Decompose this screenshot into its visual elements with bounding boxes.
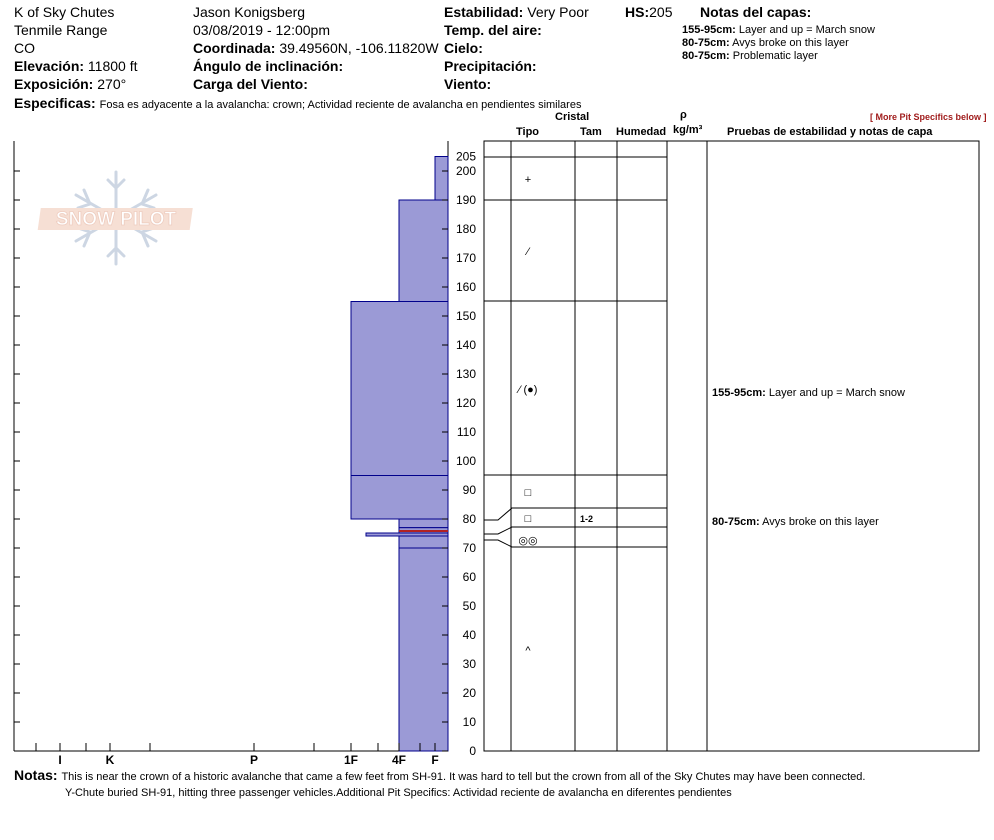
specifics-text: Fosa es adyacente a la avalancha: crown; Actividad reciente de avalancha en pendientes similares <box>99 99 582 111</box>
depth-label: 60 <box>462 570 476 584</box>
size-header: Tam <box>580 126 602 138</box>
hardness-axis <box>14 743 439 767</box>
grain-type-symbol: ◎◎ <box>518 535 538 547</box>
depth-label: 70 <box>462 541 476 555</box>
hardness-label: K <box>105 753 115 767</box>
pit-range: Tenmile Range <box>14 22 108 38</box>
test-note-2 <box>712 516 879 529</box>
hardness-bar <box>351 302 448 476</box>
hardness-bar <box>399 200 448 302</box>
wind-load-label: Carga del Viento: <box>193 76 308 92</box>
coords-value: 39.49560N, -106.11820W <box>279 40 439 56</box>
depth-label: 90 <box>462 483 476 497</box>
layer-note-text: Layer and up = March snow <box>738 24 875 36</box>
more-pit-specifics-link[interactable]: [ More Pit Specifics below ] <box>870 112 987 122</box>
grain-type-symbol: ⁄ (●) <box>518 384 538 396</box>
grain-type-symbol: □ <box>524 513 532 525</box>
depth-label: 50 <box>462 599 476 613</box>
test-note-range: 80-75cm: <box>712 516 760 528</box>
depth-label: 10 <box>462 715 476 729</box>
layer-notes-title: Notas del capas: <box>700 4 812 20</box>
specifics-label: Especificas: <box>14 95 96 111</box>
layer-note-range: 155-95cm: <box>682 24 736 36</box>
hardness-label: 1F <box>343 753 359 767</box>
notes-label: Notas: <box>14 767 58 783</box>
depth-label: 130 <box>455 367 476 381</box>
layer-note-text: Avys broke on this layer <box>732 37 849 49</box>
depth-label: 80 <box>462 512 476 526</box>
grain-size: 1-2 <box>580 514 594 524</box>
sky-label: Cielo: <box>444 40 483 56</box>
test-note-1 <box>712 387 905 400</box>
pit-state: CO <box>14 40 35 56</box>
hardness-label: F <box>431 753 439 767</box>
grain-rows <box>511 157 667 657</box>
stability-label: Estabilidad: <box>444 4 524 20</box>
hardness-bar <box>435 157 448 201</box>
test-note-text: Layer and up = March snow <box>768 387 905 399</box>
observation-datetime: 03/08/2019 - 12:00pm <box>193 22 330 38</box>
depth-label: 160 <box>455 280 476 294</box>
moisture-header: Humedad <box>616 126 667 138</box>
snowpilot-logo <box>38 172 193 264</box>
depth-label: 110 <box>456 425 476 439</box>
tests-header: Pruebas de estabilidad y notas de capa <box>727 126 933 138</box>
thin-layer-bar <box>366 533 448 536</box>
test-note-range: 155-95cm: <box>712 387 766 399</box>
notes-row <box>14 767 865 784</box>
hardness-label: I <box>58 753 62 767</box>
aspect-label: Exposición: <box>14 76 94 92</box>
elevation-value: 11800 ft <box>87 58 138 74</box>
test-note-text: Avys broke on this layer <box>762 516 879 528</box>
notes-line-1: This is near the crown of a historic avalanche that came a few feet from SH-91. It was hard to tell but the crown from all of the Sky Chutes may have been connected. <box>61 771 866 783</box>
hardness-bar <box>399 519 448 528</box>
layer-note-range: 80-75cm: <box>682 50 730 62</box>
hardness-bar <box>351 476 448 520</box>
grain-type-symbol: ^ <box>525 645 531 657</box>
snowpilot-logo-text: SNOW PILOT <box>55 209 177 230</box>
depth-label: 150 <box>455 309 476 323</box>
coords-label: Coordinada: <box>193 40 276 56</box>
depth-label: 40 <box>462 628 476 642</box>
depth-label: 190 <box>455 193 476 207</box>
wind-label: Viento: <box>444 76 492 92</box>
air-temp-label: Temp. del aire: <box>444 22 542 38</box>
layer-note-text: Problematic layer <box>732 50 818 62</box>
layer-connectors <box>484 157 512 547</box>
observer-name: Jason Konigsberg <box>193 4 306 20</box>
notes-line-2: Y-Chute buried SH-91, hitting three passenger vehicles.Additional Pit Specifics: Actividad reciente de avalancha en diferentes pendientes <box>65 787 732 799</box>
hardness-bar <box>399 548 448 751</box>
grain-table <box>484 141 979 751</box>
elevation-label: Elevación: <box>14 58 85 74</box>
depth-label: 120 <box>455 396 476 410</box>
depth-label: 100 <box>455 454 476 468</box>
hs-value: 205 <box>649 4 673 20</box>
depth-label: 0 <box>469 744 476 758</box>
depth-label: 180 <box>455 222 476 236</box>
depth-label: 170 <box>455 251 476 265</box>
rho-header: ρ <box>680 109 687 121</box>
depth-label: 140 <box>455 338 476 352</box>
depth-label: 205 <box>455 149 476 164</box>
depth-label: 20 <box>462 686 476 700</box>
layer-note-range: 80-75cm: <box>682 37 730 49</box>
grain-type-symbol: + <box>524 174 532 186</box>
pit-location: K of Sky Chutes <box>14 4 115 20</box>
grain-type-symbol: □ <box>524 487 532 499</box>
hardness-label: P <box>249 753 259 767</box>
incline-label: Ángulo de inclinación: <box>193 58 344 74</box>
depth-label: 30 <box>462 657 476 671</box>
hs-label: HS: <box>625 4 650 20</box>
precip-label: Precipitación: <box>444 58 537 74</box>
type-header: Tipo <box>516 126 540 138</box>
stability-value: Very Poor <box>527 4 589 20</box>
depth-label: 200 <box>455 164 476 178</box>
density-unit-header: kg/m³ <box>673 124 703 136</box>
grain-type-symbol: ⁄ <box>527 246 529 258</box>
aspect-value: 270° <box>97 76 127 92</box>
hardness-label: 4F <box>391 753 407 767</box>
crystal-header: Cristal <box>555 111 590 123</box>
hardness-bars <box>351 157 448 752</box>
